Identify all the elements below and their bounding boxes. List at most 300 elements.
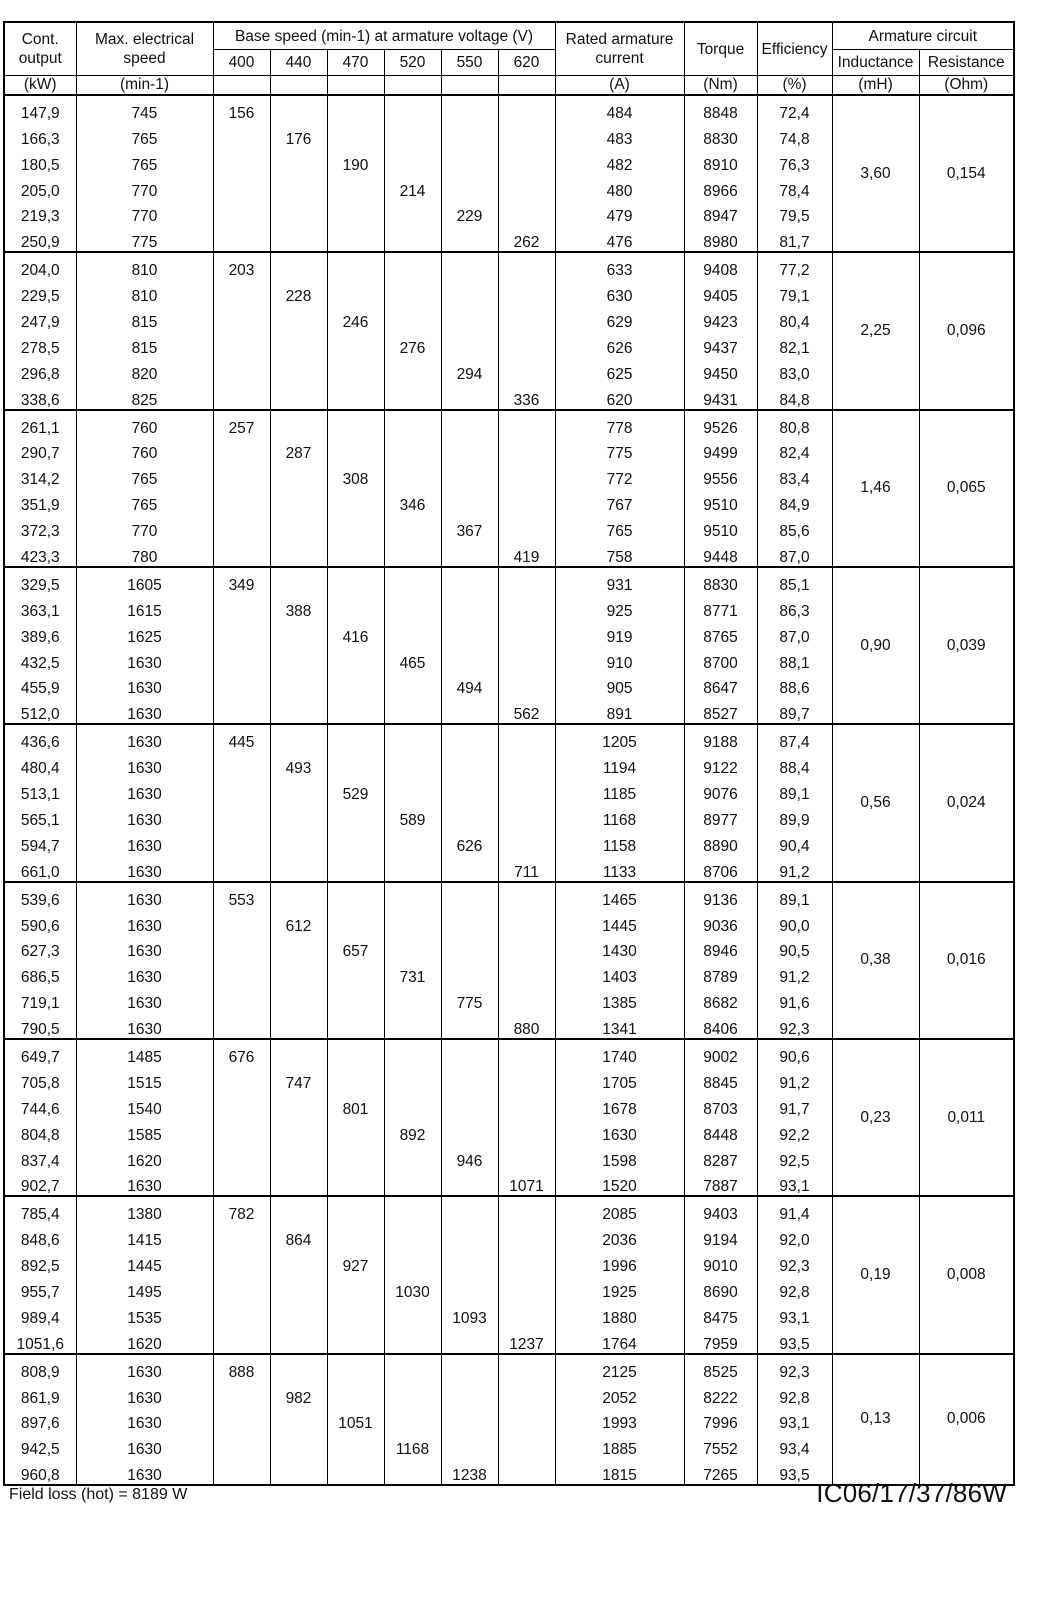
- cell-base-speed-empty: [328, 960, 384, 986]
- cell-torque: 9403: [684, 1196, 757, 1223]
- cell-base-speed-empty: [442, 96, 498, 122]
- cell-rated-current: 2036: [555, 1223, 684, 1249]
- cell-base-speed-empty: [385, 1223, 441, 1249]
- cell-efficiency: 87,0: [757, 620, 832, 646]
- cell-max-speed: 1630: [76, 1381, 213, 1407]
- table-row: [4, 95, 1014, 122]
- cell-max-speed: 1585: [76, 1118, 213, 1144]
- cell-rated-current: 479: [555, 200, 684, 226]
- base-speed-stack: [328, 1197, 384, 1352]
- cell-efficiency: 88,1: [757, 646, 832, 672]
- cell-base-speed-empty: [499, 960, 555, 986]
- cell-base-speed-column: [270, 1354, 327, 1485]
- cell-base-speed-column: [384, 1354, 441, 1485]
- cell-base-speed-empty: [214, 383, 270, 409]
- header-max-speed: Max. electrical speed: [76, 22, 213, 76]
- cell-base-speed-empty: [214, 514, 270, 540]
- cell-base-speed-column: [327, 882, 384, 1039]
- cell-efficiency: 91,2: [757, 960, 832, 986]
- cell-base-speed-empty: [442, 1249, 498, 1275]
- cell-base-speed-column: [213, 882, 270, 1039]
- cell-base-speed-empty: [271, 1144, 327, 1170]
- cell-cont-output: 955,7: [4, 1275, 76, 1301]
- cell-torque: 9510: [684, 488, 757, 514]
- cell-torque: 8706: [684, 855, 757, 882]
- cell-max-speed: 1495: [76, 1275, 213, 1301]
- cell-base-speed-empty: [328, 1040, 384, 1066]
- cell-base-speed-empty: [214, 1012, 270, 1038]
- cell-cont-output: 808,9: [4, 1354, 76, 1381]
- cell-base-speed-column: [213, 252, 270, 409]
- cell-base-speed: 946: [456, 1152, 483, 1170]
- cell-base-speed: 287: [285, 445, 312, 463]
- cell-max-speed: 1630: [76, 1458, 213, 1485]
- base-speed-stack: [271, 411, 327, 566]
- cell-base-speed: 1071: [509, 1178, 544, 1196]
- cell-base-speed-empty: [385, 672, 441, 698]
- cell-base-speed-empty: [499, 122, 555, 148]
- cell-rated-current: 630: [555, 279, 684, 305]
- cell-base-speed-empty: [271, 1197, 327, 1223]
- cell-max-speed: 820: [76, 357, 213, 383]
- cell-base-speed-empty: [442, 540, 498, 566]
- cell-base-speed-column: [213, 1196, 270, 1353]
- cell-cont-output: 902,7: [4, 1170, 76, 1197]
- cell-efficiency: 92,5: [757, 1144, 832, 1170]
- cell-max-speed: 1625: [76, 620, 213, 646]
- cell-cont-output: 250,9: [4, 225, 76, 252]
- cell-max-speed: 1620: [76, 1144, 213, 1170]
- base-speed-stack: [385, 568, 441, 723]
- cell-base-speed-empty: [328, 697, 384, 723]
- base-speed-stack: [442, 1197, 498, 1352]
- cell-max-speed: 1630: [76, 986, 213, 1012]
- header-voltage: 550: [441, 50, 498, 76]
- cell-efficiency: 90,6: [757, 1039, 832, 1066]
- cell-base-speed-empty: [328, 279, 384, 305]
- cell-base-speed-empty: [442, 1012, 498, 1038]
- base-speed-stack: [442, 883, 498, 1038]
- cell-base-speed-empty: [214, 1144, 270, 1170]
- cell-efficiency: 92,8: [757, 1275, 832, 1301]
- cell-base-speed-empty: [442, 1170, 498, 1196]
- cell-rated-current: 1205: [555, 724, 684, 751]
- cell-base-speed-empty: [499, 829, 555, 855]
- base-speed-stack: [214, 883, 270, 1038]
- cell-rated-current: 1185: [555, 777, 684, 803]
- cell-base-speed-empty: [385, 1458, 441, 1484]
- cell-base-speed-empty: [385, 883, 441, 909]
- base-speed-stack: [214, 1355, 270, 1484]
- cell-efficiency: 90,4: [757, 829, 832, 855]
- cell-base-speed: 229: [456, 208, 483, 226]
- cell-base-speed-empty: [442, 855, 498, 881]
- cell-base-speed-empty: [214, 174, 270, 200]
- cell-inductance: 0,13: [832, 1354, 919, 1485]
- cell-rated-current: 765: [555, 514, 684, 540]
- cell-base-speed-empty: [499, 148, 555, 174]
- cell-torque: 8700: [684, 646, 757, 672]
- cell-torque: 8848: [684, 95, 757, 122]
- cell-base-speed-empty: [271, 1327, 327, 1353]
- cell-base-speed-column: [384, 1196, 441, 1353]
- cell-base-speed-empty: [499, 253, 555, 279]
- unit-output: (kW): [4, 76, 76, 96]
- unit-torque: (Nm): [684, 76, 757, 96]
- cell-efficiency: 74,8: [757, 122, 832, 148]
- cell-cont-output: 649,7: [4, 1039, 76, 1066]
- cell-base-speed-empty: [385, 986, 441, 1012]
- cell-max-speed: 1630: [76, 829, 213, 855]
- cell-cont-output: 661,0: [4, 855, 76, 882]
- cell-base-speed-empty: [442, 1355, 498, 1381]
- cell-rated-current: 1630: [555, 1118, 684, 1144]
- cell-base-speed-empty: [442, 1275, 498, 1301]
- cell-cont-output: 539,6: [4, 882, 76, 909]
- cell-base-speed: 494: [456, 680, 483, 698]
- base-speed-stack: [385, 725, 441, 880]
- cell-rated-current: 905: [555, 672, 684, 698]
- cell-base-speed-column: [213, 1354, 270, 1485]
- cell-base-speed-empty: [499, 620, 555, 646]
- cell-base-speed: 892: [399, 1126, 426, 1144]
- cell-base-speed-empty: [499, 568, 555, 594]
- cell-max-speed: 1445: [76, 1249, 213, 1275]
- cell-base-speed-empty: [214, 331, 270, 357]
- cell-base-speed-empty: [214, 1249, 270, 1275]
- motor-data-table-wrapper: [3, 21, 1013, 1486]
- cell-base-speed-empty: [214, 855, 270, 881]
- cell-torque: 8222: [684, 1381, 757, 1407]
- cell-base-speed: 214: [399, 182, 426, 200]
- table-row: [4, 882, 1014, 909]
- base-speed-stack: [328, 411, 384, 566]
- cell-base-speed-column: [270, 95, 327, 252]
- unit-inductance: (mH): [832, 76, 919, 96]
- cell-base-speed-empty: [328, 357, 384, 383]
- cell-cont-output: 180,5: [4, 148, 76, 174]
- cell-base-speed-empty: [271, 540, 327, 566]
- cell-torque: 9194: [684, 1223, 757, 1249]
- cell-base-speed-empty: [499, 909, 555, 935]
- cell-base-speed-empty: [385, 1040, 441, 1066]
- cell-cont-output: 229,5: [4, 279, 76, 305]
- cell-base-speed-empty: [385, 777, 441, 803]
- table-body: [4, 95, 1014, 1485]
- cell-rated-current: 1430: [555, 935, 684, 961]
- cell-base-speed: 176: [285, 130, 312, 148]
- cell-base-speed-empty: [385, 751, 441, 777]
- cell-cont-output: 942,5: [4, 1432, 76, 1458]
- cell-torque: 8830: [684, 567, 757, 594]
- unit-resistance: (Ohm): [919, 76, 1014, 96]
- cell-torque: 8475: [684, 1301, 757, 1327]
- cell-base-speed: 190: [342, 156, 369, 174]
- cell-efficiency: 83,4: [757, 462, 832, 488]
- cell-rated-current: 758: [555, 540, 684, 567]
- cell-base-speed: 676: [228, 1048, 255, 1066]
- cell-efficiency: 88,4: [757, 751, 832, 777]
- cell-rated-current: 767: [555, 488, 684, 514]
- cell-resistance: 0,065: [919, 410, 1014, 567]
- cell-torque: 8789: [684, 960, 757, 986]
- cell-max-speed: 1380: [76, 1196, 213, 1223]
- cell-base-speed-empty: [442, 1407, 498, 1433]
- cell-base-speed-empty: [499, 462, 555, 488]
- base-speed-stack: [271, 883, 327, 1038]
- cell-base-speed-empty: [385, 462, 441, 488]
- cell-base-speed-empty: [385, 1249, 441, 1275]
- base-speed-stack: [385, 1197, 441, 1352]
- cell-base-speed-empty: [385, 357, 441, 383]
- cell-base-speed-empty: [328, 1170, 384, 1196]
- cell-base-speed-empty: [271, 1432, 327, 1458]
- cell-base-speed-column: [270, 410, 327, 567]
- cell-base-speed-empty: [328, 909, 384, 935]
- cell-torque: 8287: [684, 1144, 757, 1170]
- cell-efficiency: 89,1: [757, 777, 832, 803]
- unit-blank: [270, 76, 327, 96]
- cell-base-speed-empty: [214, 279, 270, 305]
- cell-base-speed-empty: [385, 1355, 441, 1381]
- cell-base-speed-empty: [499, 1223, 555, 1249]
- cell-base-speed-empty: [442, 568, 498, 594]
- cell-base-speed: 246: [342, 314, 369, 332]
- cell-rated-current: 626: [555, 331, 684, 357]
- cell-efficiency: 89,1: [757, 882, 832, 909]
- cell-base-speed-empty: [214, 200, 270, 226]
- cell-base-speed-column: [327, 1354, 384, 1485]
- base-speed-stack: [442, 253, 498, 408]
- cell-base-speed-empty: [499, 96, 555, 122]
- cell-base-speed-empty: [442, 883, 498, 909]
- header-armature-circuit: Armature circuit: [832, 22, 1014, 50]
- cell-base-speed-empty: [271, 383, 327, 409]
- cell-efficiency: 93,5: [757, 1458, 832, 1485]
- cell-base-speed-empty: [214, 697, 270, 723]
- cell-torque: 8830: [684, 122, 757, 148]
- cell-rated-current: 483: [555, 122, 684, 148]
- cell-base-speed-empty: [385, 855, 441, 881]
- cell-base-speed-column: [327, 252, 384, 409]
- cell-base-speed-empty: [442, 462, 498, 488]
- cell-base-speed-empty: [442, 437, 498, 463]
- cell-base-speed-empty: [499, 1092, 555, 1118]
- cell-max-speed: 1615: [76, 594, 213, 620]
- cell-base-speed-empty: [499, 174, 555, 200]
- cell-base-speed-empty: [499, 1407, 555, 1433]
- cell-cont-output: 861,9: [4, 1381, 76, 1407]
- cell-base-speed-empty: [271, 225, 327, 251]
- cell-max-speed: 1630: [76, 697, 213, 724]
- cell-efficiency: 80,4: [757, 305, 832, 331]
- cell-base-speed-empty: [214, 960, 270, 986]
- cell-base-speed-empty: [328, 200, 384, 226]
- cell-base-speed: 562: [513, 706, 540, 724]
- cell-base-speed-column: [270, 1196, 327, 1353]
- cell-torque: 7552: [684, 1432, 757, 1458]
- cell-efficiency: 91,4: [757, 1196, 832, 1223]
- cell-efficiency: 92,2: [757, 1118, 832, 1144]
- cell-base-speed-empty: [214, 488, 270, 514]
- cell-base-speed-empty: [214, 935, 270, 961]
- base-speed-stack: [214, 1040, 270, 1195]
- cell-base-speed-empty: [328, 725, 384, 751]
- base-speed-stack: [328, 725, 384, 880]
- header-voltage: 440: [270, 50, 327, 76]
- cell-max-speed: 1630: [76, 1170, 213, 1197]
- cell-base-speed-empty: [214, 148, 270, 174]
- cell-base-speed-empty: [328, 1144, 384, 1170]
- cell-base-speed-empty: [214, 1458, 270, 1484]
- base-speed-stack: [214, 253, 270, 408]
- cell-rated-current: 891: [555, 697, 684, 724]
- cell-inductance: 3,60: [832, 95, 919, 252]
- cell-torque: 9002: [684, 1039, 757, 1066]
- cell-base-speed-empty: [442, 960, 498, 986]
- cell-rated-current: 480: [555, 174, 684, 200]
- cell-base-speed-column: [327, 95, 384, 252]
- base-speed-stack: [328, 96, 384, 251]
- cell-base-speed-empty: [328, 1381, 384, 1407]
- base-speed-stack: [499, 883, 555, 1038]
- cell-base-speed-empty: [385, 568, 441, 594]
- cell-max-speed: 1540: [76, 1092, 213, 1118]
- header-inductance: Inductance: [832, 50, 919, 76]
- cell-torque: 8980: [684, 225, 757, 252]
- cell-cont-output: 897,6: [4, 1407, 76, 1433]
- base-speed-stack: [271, 96, 327, 251]
- cell-rated-current: 1403: [555, 960, 684, 986]
- cell-base-speed-empty: [499, 594, 555, 620]
- cell-rated-current: 1598: [555, 1144, 684, 1170]
- header-base-speed: Base speed (min-1) at armature voltage (V): [213, 22, 555, 50]
- cell-cont-output: 219,3: [4, 200, 76, 226]
- cell-base-speed: 775: [456, 995, 483, 1013]
- cell-torque: 9076: [684, 777, 757, 803]
- cell-base-speed-empty: [271, 357, 327, 383]
- cell-base-speed: 228: [285, 288, 312, 306]
- table-header: [4, 22, 1014, 95]
- cell-cont-output: 247,9: [4, 305, 76, 331]
- cell-cont-output: 290,7: [4, 437, 76, 463]
- base-speed-stack: [499, 1197, 555, 1352]
- cell-rated-current: 1993: [555, 1407, 684, 1433]
- cell-base-speed-column: [327, 1196, 384, 1353]
- header-torque: Torque: [684, 22, 757, 76]
- cell-base-speed-empty: [499, 1144, 555, 1170]
- cell-cont-output: 205,0: [4, 174, 76, 200]
- cell-cont-output: 565,1: [4, 803, 76, 829]
- cell-base-speed-empty: [328, 514, 384, 540]
- cell-rated-current: 778: [555, 410, 684, 437]
- cell-max-speed: 1535: [76, 1301, 213, 1327]
- cell-base-speed: 927: [342, 1258, 369, 1276]
- cell-efficiency: 93,1: [757, 1407, 832, 1433]
- cell-max-speed: 1630: [76, 960, 213, 986]
- cell-base-speed-empty: [214, 777, 270, 803]
- cell-base-speed-empty: [385, 514, 441, 540]
- cell-efficiency: 80,8: [757, 410, 832, 437]
- cell-base-speed: 864: [285, 1232, 312, 1250]
- cell-efficiency: 92,0: [757, 1223, 832, 1249]
- cell-cont-output: 278,5: [4, 331, 76, 357]
- cell-base-speed-empty: [385, 935, 441, 961]
- cell-torque: 8890: [684, 829, 757, 855]
- cell-cont-output: 147,9: [4, 95, 76, 122]
- cell-cont-output: 432,5: [4, 646, 76, 672]
- table-row: [4, 1039, 1014, 1066]
- header-efficiency: Efficiency: [757, 22, 832, 76]
- cell-base-speed-empty: [442, 122, 498, 148]
- base-speed-stack: [385, 411, 441, 566]
- base-speed-stack: [214, 411, 270, 566]
- cell-base-speed: 1238: [452, 1467, 487, 1485]
- header-resistance: Resistance: [919, 50, 1014, 76]
- base-speed-stack: [271, 568, 327, 723]
- cell-base-speed-column: [441, 1196, 498, 1353]
- cell-max-speed: 760: [76, 437, 213, 463]
- cell-base-speed-empty: [328, 174, 384, 200]
- cell-torque: 9408: [684, 252, 757, 279]
- base-speed-stack: [385, 1040, 441, 1195]
- cell-base-speed-empty: [271, 697, 327, 723]
- cell-base-speed-column: [498, 567, 555, 724]
- cell-efficiency: 89,7: [757, 697, 832, 724]
- base-speed-stack: [214, 725, 270, 880]
- cell-base-speed-column: [441, 1039, 498, 1196]
- cell-torque: 9122: [684, 751, 757, 777]
- cell-base-speed: 553: [228, 891, 255, 909]
- cell-rated-current: 1705: [555, 1066, 684, 1092]
- cell-rated-current: 1925: [555, 1275, 684, 1301]
- cell-efficiency: 91,7: [757, 1092, 832, 1118]
- cell-base-speed-empty: [214, 646, 270, 672]
- unit-blank: [327, 76, 384, 96]
- cell-base-speed-empty: [385, 200, 441, 226]
- cell-base-speed-empty: [328, 1432, 384, 1458]
- cell-base-speed-empty: [499, 646, 555, 672]
- cell-rated-current: 484: [555, 95, 684, 122]
- cell-base-speed-empty: [328, 96, 384, 122]
- cell-cont-output: 436,6: [4, 724, 76, 751]
- cell-base-speed-empty: [328, 383, 384, 409]
- cell-rated-current: 2085: [555, 1196, 684, 1223]
- cell-max-speed: 745: [76, 95, 213, 122]
- cell-base-speed-empty: [385, 437, 441, 463]
- base-speed-stack: [442, 1355, 498, 1484]
- cell-base-speed-empty: [499, 935, 555, 961]
- cell-base-speed-column: [498, 724, 555, 881]
- cell-base-speed-empty: [385, 620, 441, 646]
- cell-base-speed-empty: [214, 803, 270, 829]
- cell-base-speed-empty: [271, 1275, 327, 1301]
- cell-base-speed: 493: [285, 760, 312, 778]
- cell-cont-output: 892,5: [4, 1249, 76, 1275]
- cell-max-speed: 1515: [76, 1066, 213, 1092]
- cell-efficiency: 88,6: [757, 672, 832, 698]
- base-speed-stack: [271, 1197, 327, 1352]
- cell-cont-output: 389,6: [4, 620, 76, 646]
- cell-base-speed-empty: [214, 1118, 270, 1144]
- cell-base-speed: 711: [514, 863, 539, 881]
- cell-base-speed: 294: [456, 365, 483, 383]
- cell-rated-current: 1678: [555, 1092, 684, 1118]
- cell-cont-output: 166,3: [4, 122, 76, 148]
- cell-base-speed: 801: [342, 1100, 369, 1118]
- cell-base-speed-empty: [214, 1407, 270, 1433]
- cell-max-speed: 770: [76, 174, 213, 200]
